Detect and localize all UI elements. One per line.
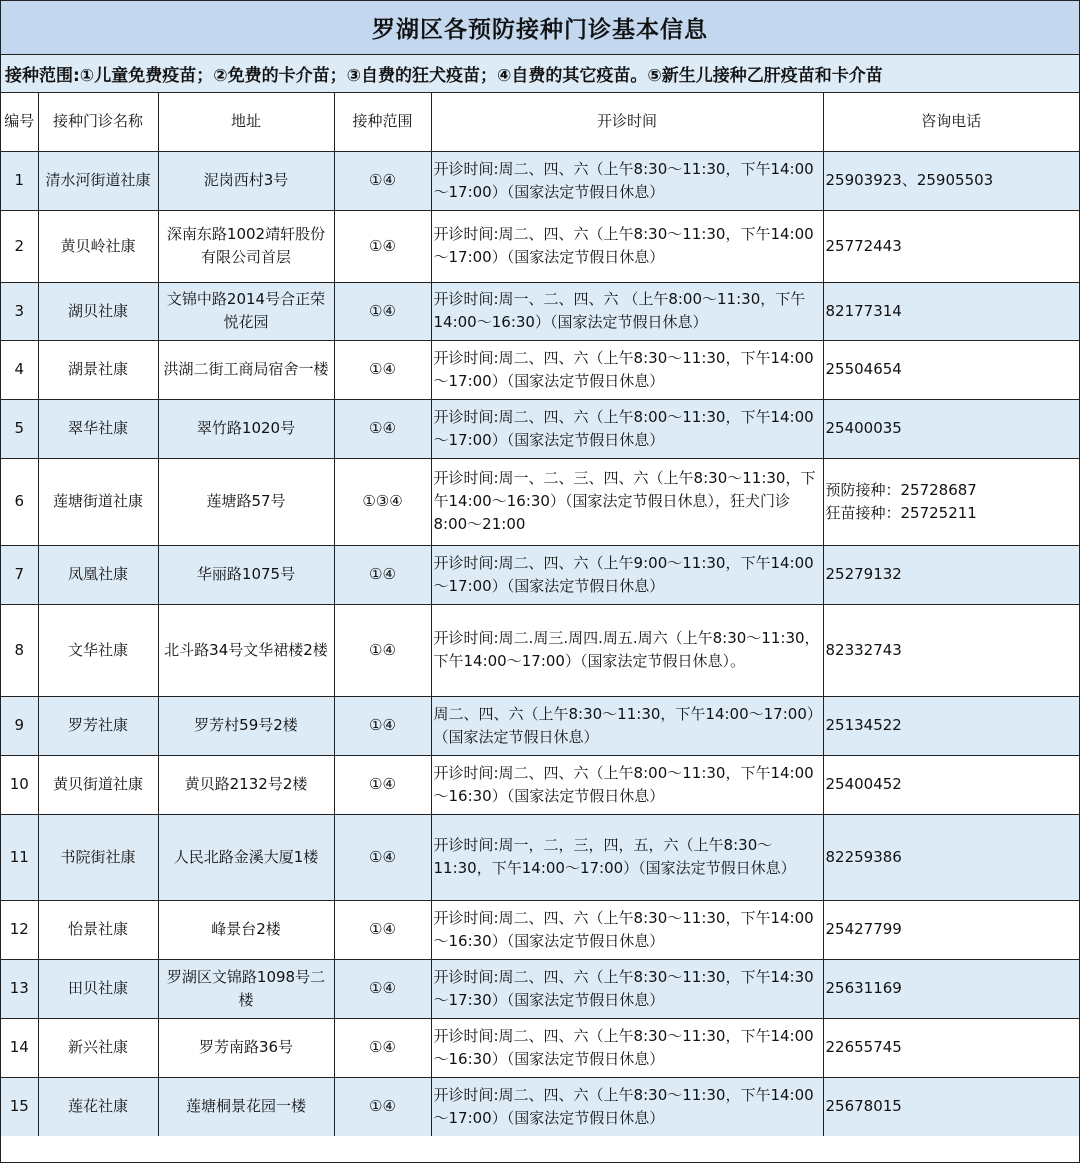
- table-row: [1, 814, 1079, 900]
- clinic-phone: 25400035: [823, 399, 1079, 458]
- vaccination-scope: ①④: [334, 545, 431, 604]
- vaccination-scope: ①④: [334, 755, 431, 814]
- clinic-name: 黄贝岭社康: [38, 210, 158, 282]
- clinic-phone: 82259386: [823, 814, 1079, 900]
- row-number: 6: [1, 458, 38, 545]
- table-row: [1, 604, 1079, 696]
- clinic-hours: 开诊时间:周二、四、六（上午8:30～11:30，下午14:00～17:00）（国家法定节假日休息）: [431, 210, 823, 282]
- clinic-name: 怡景社康: [38, 900, 158, 959]
- clinic-table: [1, 93, 1079, 1136]
- table-row: [1, 399, 1079, 458]
- sheet-title: 罗湖区各预防接种门诊基本信息: [1, 1, 1079, 55]
- table-row: [1, 900, 1079, 959]
- vaccination-scope: ①④: [334, 814, 431, 900]
- table-row: [1, 545, 1079, 604]
- row-number: 7: [1, 545, 38, 604]
- table-row: [1, 696, 1079, 755]
- vaccination-scope: ①④: [334, 151, 431, 210]
- clinic-hours: 开诊时间:周二、四、六（上午8:30～11:30，下午14:00～16:30）（国家法定节假日休息）: [431, 1018, 823, 1077]
- vaccination-scope: ①④: [334, 1018, 431, 1077]
- clinic-phone: [823, 458, 1079, 545]
- header-hours: 开诊时间: [431, 93, 823, 151]
- header-phone: 咨询电话: [823, 93, 1079, 151]
- clinic-name: 莲塘街道社康: [38, 458, 158, 545]
- header-address: 地址: [158, 93, 334, 151]
- clinic-phone: 82177314: [823, 282, 1079, 340]
- clinic-address: 峰景台2楼: [158, 900, 334, 959]
- vaccination-scope: ①④: [334, 1077, 431, 1136]
- clinic-name: 凤凰社康: [38, 545, 158, 604]
- table-row: [1, 340, 1079, 399]
- row-number: 11: [1, 814, 38, 900]
- clinic-name: 书院街社康: [38, 814, 158, 900]
- clinic-phone: 82332743: [823, 604, 1079, 696]
- clinic-name: 新兴社康: [38, 1018, 158, 1077]
- table-header-row: [1, 93, 1079, 151]
- clinic-phone: 25134522: [823, 696, 1079, 755]
- row-number: 9: [1, 696, 38, 755]
- clinic-hours: 周二、四、六（上午8:30～11:30，下午14:00～17:00）（国家法定节假日休息）: [431, 696, 823, 755]
- table-row: [1, 151, 1079, 210]
- row-number: 4: [1, 340, 38, 399]
- clinic-address: 泥岗西村3号: [158, 151, 334, 210]
- vaccination-scope: ①④: [334, 900, 431, 959]
- clinic-address: 莲塘路57号: [158, 458, 334, 545]
- clinic-phone: 25427799: [823, 900, 1079, 959]
- clinic-address: 罗芳村59号2楼: [158, 696, 334, 755]
- clinic-phone: 25678015: [823, 1077, 1079, 1136]
- clinic-hours: 开诊时间:周二、四、六（上午9:00～11:30，下午14:00～17:00）（国家法定节假日休息）: [431, 545, 823, 604]
- header-name: 接种门诊名称: [38, 93, 158, 151]
- vaccination-scope: ①④: [334, 604, 431, 696]
- vaccination-scope: ①④: [334, 696, 431, 755]
- header-scope: 接种范围: [334, 93, 431, 151]
- clinic-hours: 开诊时间:周一，二，三，四，五，六（上午8:30～11:30，下午14:00～17:00）（国家法定节假日休息）: [431, 814, 823, 900]
- clinic-phone: 25400452: [823, 755, 1079, 814]
- vaccination-scope: ①③④: [334, 458, 431, 545]
- row-number: 10: [1, 755, 38, 814]
- vaccination-scope: ①④: [334, 340, 431, 399]
- vaccination-scope: ①④: [334, 959, 431, 1018]
- table-row: [1, 1018, 1079, 1077]
- clinic-phone: 25504654: [823, 340, 1079, 399]
- clinic-name: 莲花社康: [38, 1077, 158, 1136]
- row-number: 2: [1, 210, 38, 282]
- row-number: 8: [1, 604, 38, 696]
- clinic-address: 罗湖区文锦路1098号二楼: [158, 959, 334, 1018]
- table-row: [1, 210, 1079, 282]
- table-row: [1, 959, 1079, 1018]
- clinic-name: 湖贝社康: [38, 282, 158, 340]
- clinic-address: 洪湖二街工商局宿舍一楼: [158, 340, 334, 399]
- row-number: 3: [1, 282, 38, 340]
- row-number: 13: [1, 959, 38, 1018]
- clinic-phone: 25279132: [823, 545, 1079, 604]
- clinic-phone: 25903923、25905503: [823, 151, 1079, 210]
- clinic-address: 文锦中路2014号合正荣悦花园: [158, 282, 334, 340]
- clinic-phone: 22655745: [823, 1018, 1079, 1077]
- clinic-name: 田贝社康: [38, 959, 158, 1018]
- clinic-hours: 开诊时间:周二.周三.周四.周五.周六（上午8:30～11:30，下午14:00～17:00）（国家法定节假日休息）。: [431, 604, 823, 696]
- clinic-hours: 开诊时间:周二、四、六（上午8:30～11:30，下午14:00～17:00）（国家法定节假日休息）: [431, 340, 823, 399]
- vaccination-scope: ①④: [334, 210, 431, 282]
- clinic-name: 文华社康: [38, 604, 158, 696]
- clinic-name: 罗芳社康: [38, 696, 158, 755]
- clinic-phone: 25772443: [823, 210, 1079, 282]
- row-number: 5: [1, 399, 38, 458]
- vaccination-scope: ①④: [334, 399, 431, 458]
- clinic-address: 黄贝路2132号2楼: [158, 755, 334, 814]
- clinic-phone-line: 狂苗接种：25725211: [825, 503, 977, 522]
- row-number: 14: [1, 1018, 38, 1077]
- clinic-address: 深南东路1002靖轩股份有限公司首层: [158, 210, 334, 282]
- clinic-hours: 开诊时间:周一、二、四、六 （上午8:00～11:30，下午14:00～16:30）（国家法定节假日休息）: [431, 282, 823, 340]
- clinic-hours: 开诊时间:周二、四、六（上午8:30～11:30，下午14:30～17:30）（国家法定节假日休息）: [431, 959, 823, 1018]
- table-row: [1, 458, 1079, 545]
- clinic-address: 罗芳南路36号: [158, 1018, 334, 1077]
- vaccination-scope: ①④: [334, 282, 431, 340]
- clinic-name: 翠华社康: [38, 399, 158, 458]
- clinic-phone: 25631169: [823, 959, 1079, 1018]
- clinic-address: 北斗路34号文华裙楼2楼: [158, 604, 334, 696]
- header-num: 编号: [1, 93, 38, 151]
- clinic-address: 翠竹路1020号: [158, 399, 334, 458]
- row-number: 12: [1, 900, 38, 959]
- scope-note: 接种范围:①儿童免费疫苗；②免费的卡介苗；③自费的狂犬疫苗；④自费的其它疫苗。⑤新生儿接种乙肝疫苗和卡介苗: [1, 55, 1079, 93]
- clinic-name: 湖景社康: [38, 340, 158, 399]
- table-row: [1, 282, 1079, 340]
- clinic-address: 人民北路金溪大厦1楼: [158, 814, 334, 900]
- clinic-name: 清水河街道社康: [38, 151, 158, 210]
- table-row: [1, 755, 1079, 814]
- clinic-name: 黄贝街道社康: [38, 755, 158, 814]
- clinic-address: 华丽路1075号: [158, 545, 334, 604]
- row-number: 15: [1, 1077, 38, 1136]
- clinic-hours: 开诊时间:周一、二、三、四、六（上午8:30～11:30，下午14:00～16:30）（国家法定节假日休息），狂犬门诊8:00～21:00: [431, 458, 823, 545]
- clinic-hours: 开诊时间:周二、四、六（上午8:30～11:30，下午14:00～16:30）（国家法定节假日休息）: [431, 900, 823, 959]
- table-row: [1, 1077, 1079, 1136]
- clinic-hours: 开诊时间:周二、四、六（上午8:00～11:30，下午14:00～17:00）（国家法定节假日休息）: [431, 399, 823, 458]
- clinic-address: 莲塘桐景花园一楼: [158, 1077, 334, 1136]
- clinic-hours: 开诊时间:周二、四、六（上午8:30～11:30，下午14:00～17:00）（国家法定节假日休息）: [431, 151, 823, 210]
- clinic-hours: 开诊时间:周二、四、六（上午8:30～11:30，下午14:00～17:00）（国家法定节假日休息）: [431, 1077, 823, 1136]
- row-number: 1: [1, 151, 38, 210]
- clinic-hours: 开诊时间:周二、四、六（上午8:00～11:30，下午14:00～16:30）（国家法定节假日休息）: [431, 755, 823, 814]
- clinic-phone-line: 预防接种：25728687: [825, 480, 977, 499]
